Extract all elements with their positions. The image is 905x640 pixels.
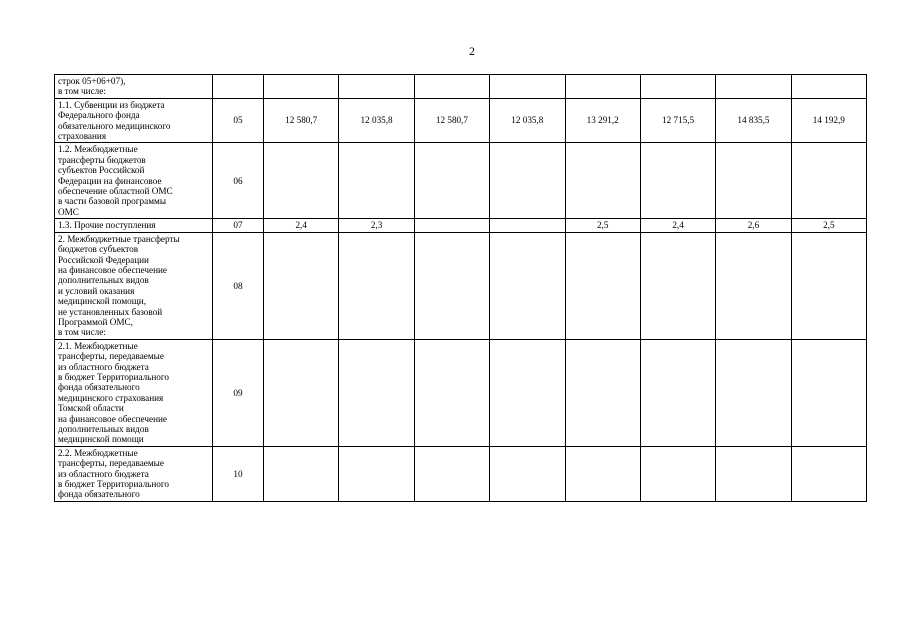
cell-value (791, 75, 866, 99)
row-label: 1.2. Межбюджетные трансферты бюджетов субъектов Российской Федерации на финансовое обеспечение областной ОМС в части базовой программы ОМС (55, 143, 213, 219)
cell-value: 2,5 (791, 219, 866, 232)
cell-value: 12 035,8 (339, 98, 414, 143)
cell-value (490, 446, 565, 501)
cell-value (791, 446, 866, 501)
row-code: 09 (213, 339, 264, 446)
cell-value (716, 232, 791, 339)
cell-value: 14 192,9 (791, 98, 866, 143)
cell-value (791, 143, 866, 219)
cell-value (640, 232, 715, 339)
cell-value (414, 75, 489, 99)
table-row (55, 232, 867, 339)
cell-value: 12 580,7 (414, 98, 489, 143)
cell-value: 2,4 (264, 219, 339, 232)
cell-value (490, 75, 565, 99)
cell-value: 12 580,7 (264, 98, 339, 143)
cell-value (490, 339, 565, 446)
table-row (55, 219, 867, 232)
cell-value: 2,6 (716, 219, 791, 232)
cell-value (339, 143, 414, 219)
cell-value (791, 232, 866, 339)
cell-value: 13 291,2 (565, 98, 640, 143)
cell-value (716, 446, 791, 501)
cell-value: 14 835,5 (716, 98, 791, 143)
row-label: 1.3. Прочие поступления (55, 219, 213, 232)
cell-value (716, 75, 791, 99)
cell-value (565, 232, 640, 339)
cell-value: 2,4 (640, 219, 715, 232)
cell-value (264, 75, 339, 99)
cell-value (414, 232, 489, 339)
table-row (55, 446, 867, 501)
table-row (55, 75, 867, 99)
cell-value: 12 035,8 (490, 98, 565, 143)
budget-table (54, 74, 867, 502)
row-code: 07 (213, 219, 264, 232)
cell-value (490, 232, 565, 339)
cell-value (490, 143, 565, 219)
row-code (213, 75, 264, 99)
cell-value (565, 75, 640, 99)
table-row (55, 339, 867, 446)
cell-value (640, 339, 715, 446)
cell-value (640, 446, 715, 501)
cell-value (716, 339, 791, 446)
cell-value (339, 75, 414, 99)
cell-value (640, 143, 715, 219)
row-code: 08 (213, 232, 264, 339)
row-label: 2.2. Межбюджетные трансферты, передаваемые из областного бюджета в бюджет Территориального фонда обязательного (55, 446, 213, 501)
cell-value: 2,3 (339, 219, 414, 232)
row-label: строк 05+06+07), в том числе: (55, 75, 213, 99)
cell-value (264, 339, 339, 446)
cell-value: 2,5 (565, 219, 640, 232)
row-label: 2. Межбюджетные трансферты бюджетов субъектов Российской Федерации на финансовое обеспечение дополнительных видов и условий оказания медицинской помощи, не установленных базовой Программой ОМС, в том числе: (55, 232, 213, 339)
cell-value (414, 339, 489, 446)
cell-value (565, 143, 640, 219)
cell-value (414, 219, 489, 232)
cell-value (264, 446, 339, 501)
cell-value (414, 143, 489, 219)
cell-value: 12 715,5 (640, 98, 715, 143)
row-code: 10 (213, 446, 264, 501)
cell-value (490, 219, 565, 232)
row-label: 1.1. Субвенции из бюджета Федерального фонда обязательного медицинского страхования (55, 98, 213, 143)
cell-value (791, 339, 866, 446)
row-label: 2.1. Межбюджетные трансферты, передаваемые из областного бюджета в бюджет Территориального фонда обязательного медицинского страхования Томской области на финансовое обеспечение дополнительных видов медицинской помощи (55, 339, 213, 446)
cell-value (716, 143, 791, 219)
cell-value (640, 75, 715, 99)
row-code: 06 (213, 143, 264, 219)
cell-value (339, 339, 414, 446)
cell-value (565, 339, 640, 446)
table-row (55, 98, 867, 143)
cell-value (565, 446, 640, 501)
table-row (55, 143, 867, 219)
cell-value (339, 446, 414, 501)
row-code: 05 (213, 98, 264, 143)
cell-value (264, 232, 339, 339)
cell-value (414, 446, 489, 501)
cell-value (339, 232, 414, 339)
page-number: 2 (469, 44, 475, 58)
cell-value (264, 143, 339, 219)
